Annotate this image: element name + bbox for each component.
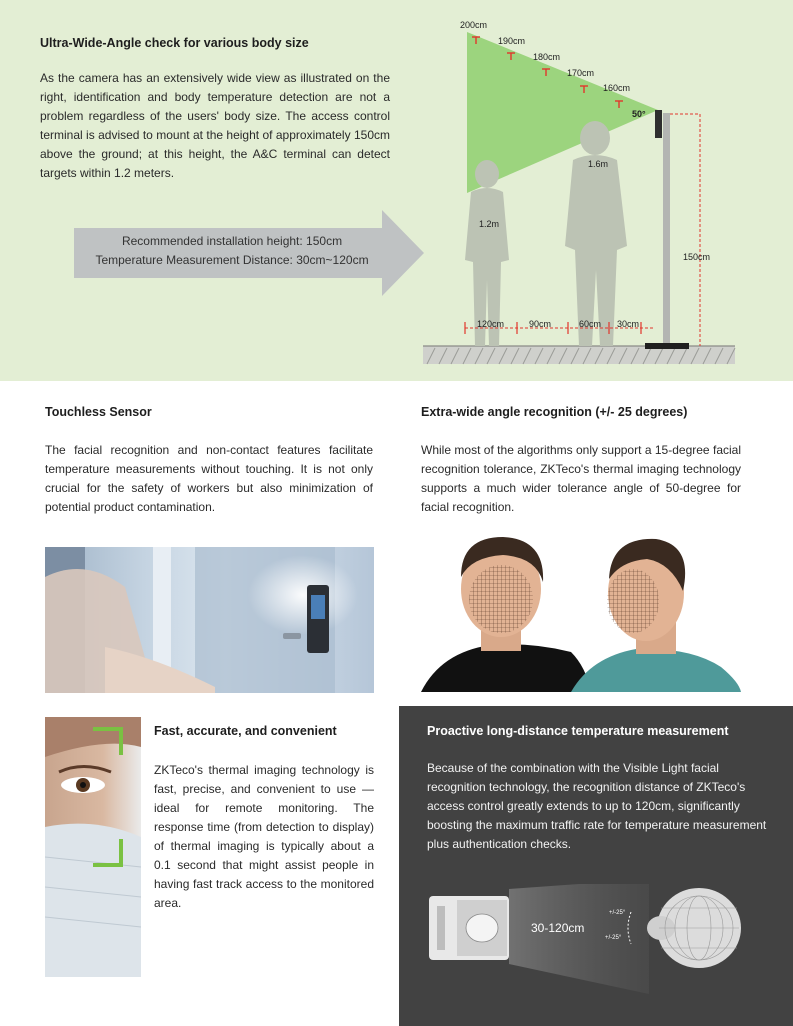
touchless-title: Touchless Sensor [45,405,152,419]
recommended-height: Recommended installation height: 150cm [121,234,343,248]
range-label: 30-120cm [531,921,585,935]
extra-wide-title: Extra-wide angle recognition (+/- 25 degrees) [421,405,688,419]
mount-height-label: 150cm [683,252,711,262]
proactive-distance-graphic [399,884,793,994]
proactive-section [399,706,793,1026]
distance-label: 30cm [617,319,640,329]
height-label: 170cm [567,68,595,78]
wide-angle-body: As the camera has an extensively wide view as illustrated on the right, identification and body temperature detection are not a problem regardless of the users' body size. The access control terminal is advised to mount at the height of approximately 150cm above the ground; at this height, the A&C terminal can detect targets within 1.2 meters. [40,71,390,180]
proactive-body: Because of the combination with the Visible Light facial recognition technology, the recognition distance of ZKTeco's access control greatly extends to up to 120cm, significantly boosting the maximum traffic rate for temperature measurement plus authentication checks. [427,761,767,851]
masked-face-graphic [45,717,141,977]
distance-label: 60cm [579,319,602,329]
face-recognition-graphic [421,527,741,692]
angle-label: 50° [632,109,646,119]
detection-diagram-graphic [415,10,745,370]
height-label: 200cm [460,20,488,30]
fast-body: ZKTeco's thermal imaging technology is fast, precise, and convenient to use — ideal for remote monitoring. The response time (from detection to display) of thermal imaging is typically about a 0.1 second that might assist people in having fast track access to the monitored area. [154,763,374,910]
angle-up-label: +/-25° [609,910,626,916]
face-recognition-illustration [421,527,741,692]
height-label: 190cm [498,36,526,46]
touchless-photo [45,547,374,693]
height-label: 180cm [533,52,561,62]
detection-diagram [415,10,745,370]
distance-label: 120cm [477,319,505,329]
height-label: 160cm [603,83,631,93]
touchless-photo-graphic [45,547,374,693]
angle-down-label: +/-25° [605,935,622,941]
person-small-height: 1.2m [479,219,500,229]
recommendation-text [74,232,390,270]
masked-face-photo [45,717,141,977]
fast-title: Fast, accurate, and convenient [154,724,337,738]
measurement-distance: Temperature Measurement Distance: 30cm~120cm [95,253,369,267]
person-tall-height: 1.6m [588,159,609,169]
wide-angle-title: Ultra-Wide-Angle check for various body size [40,36,309,50]
extra-wide-body: While most of the algorithms only support a 15-degree facial recognition tolerance, ZKTeco's thermal imaging technology supports a much wider tolerance angle of 50-degree for facial recognition. [421,443,741,514]
touchless-body: The facial recognition and non-contact features facilitate temperature measurements without touching. It is not only crucial for the safety of workers but also minimization of potential product contamination. [45,443,373,514]
distance-label: 90cm [529,319,552,329]
proactive-title: Proactive long-distance temperature measurement [427,724,729,738]
